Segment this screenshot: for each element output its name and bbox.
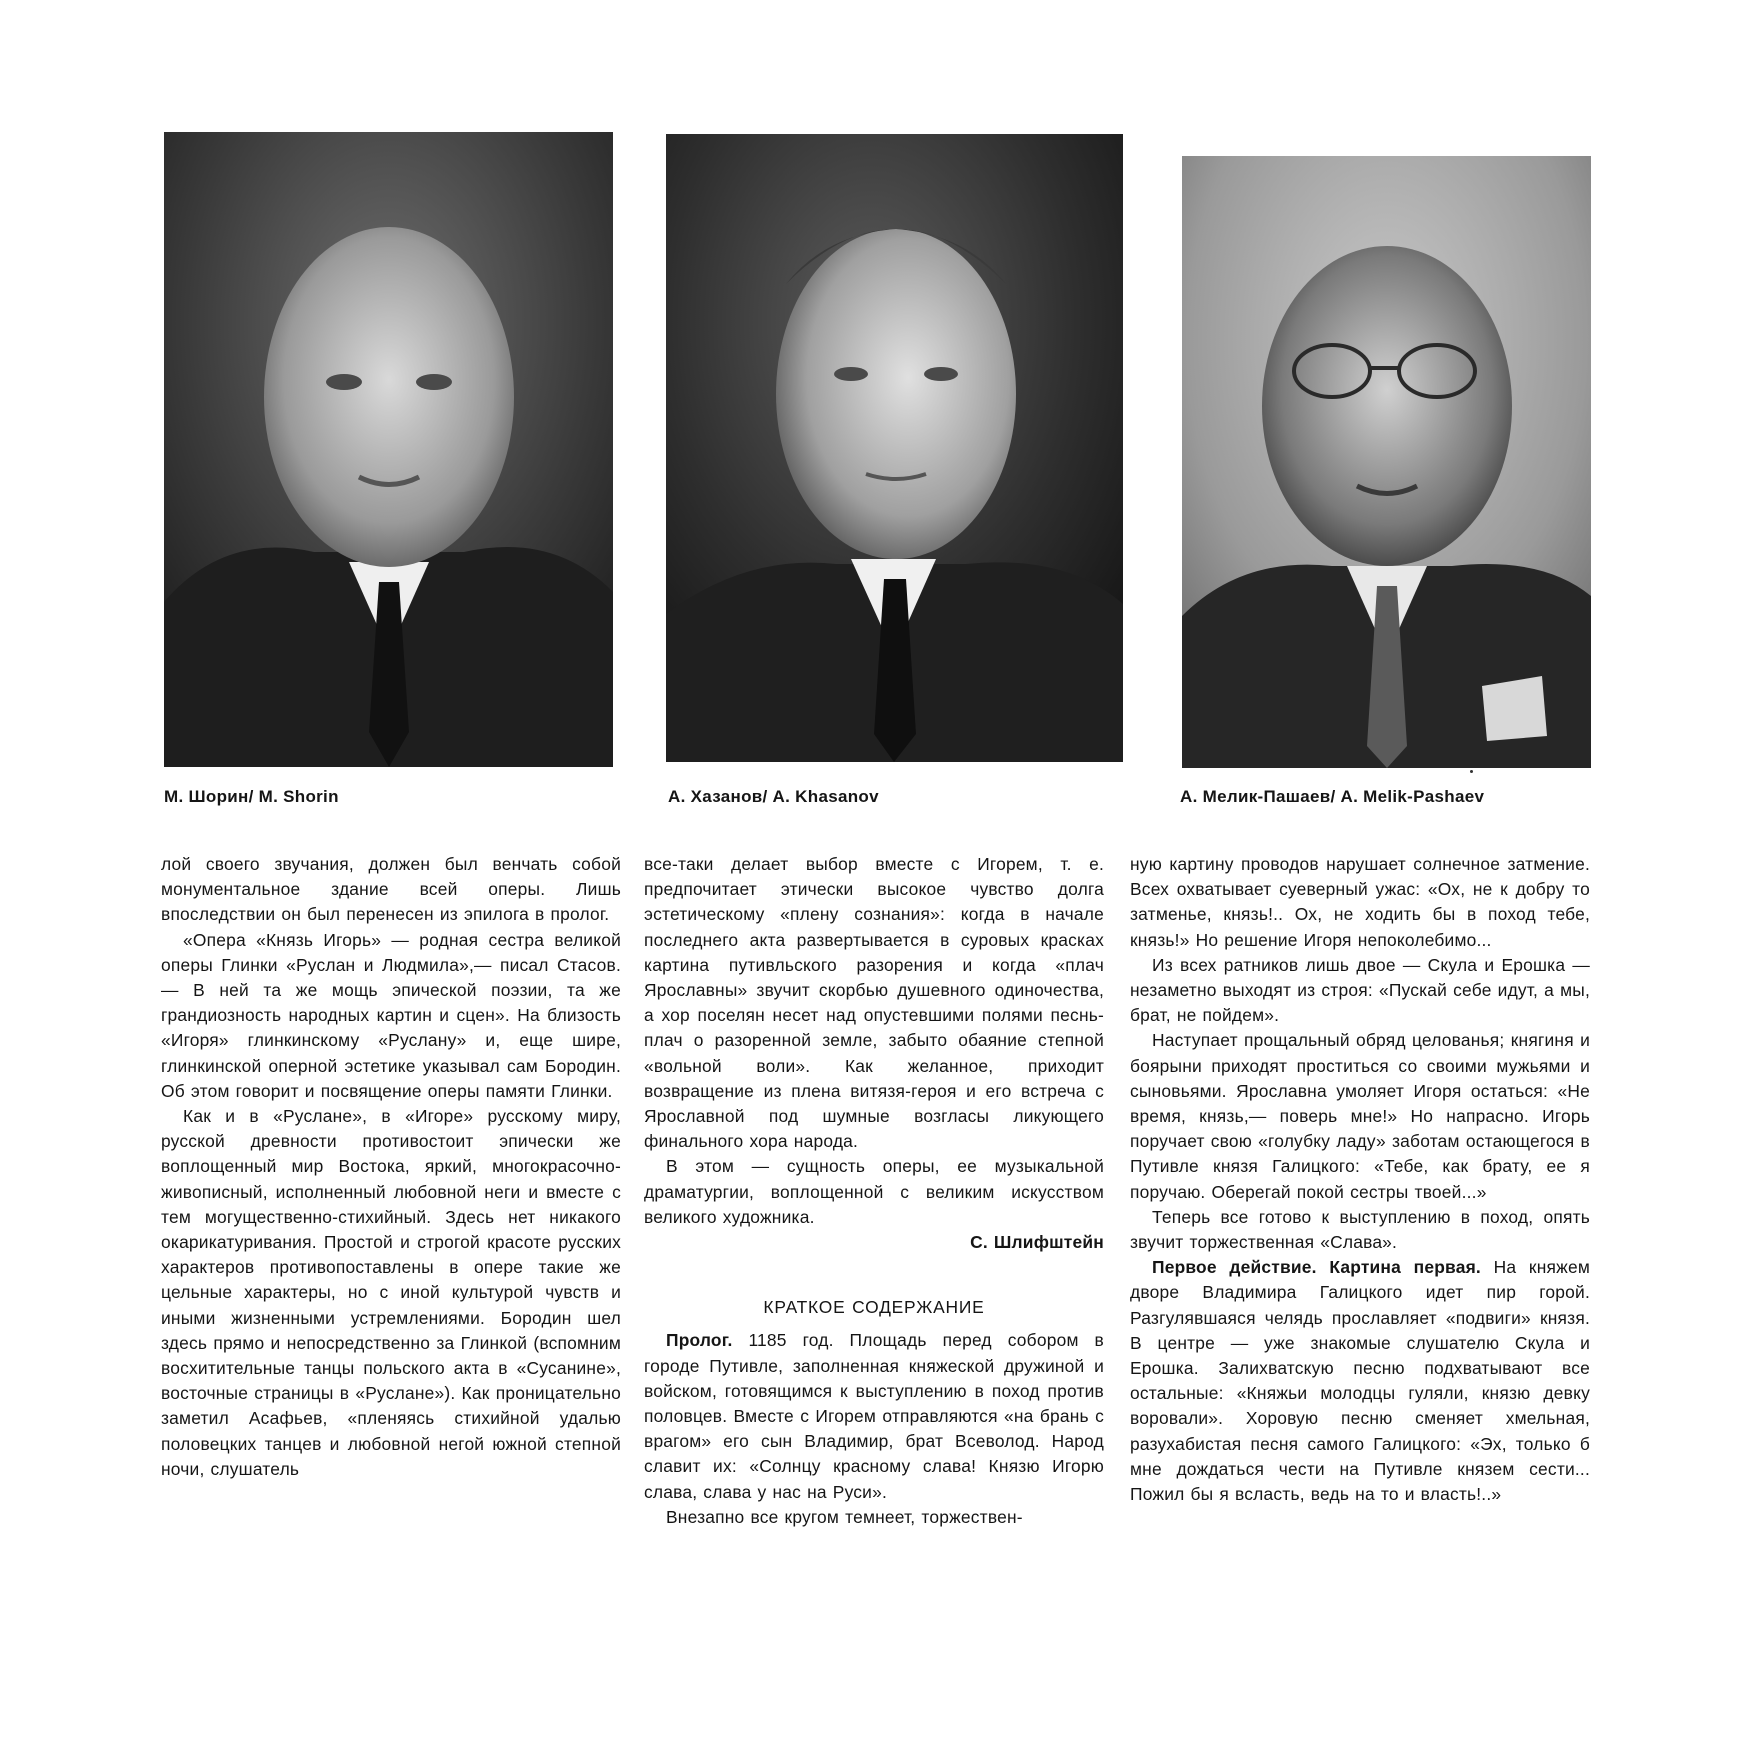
portrait-photo-khasanov	[666, 134, 1123, 762]
paragraph: Наступает прощальный обряд целованья; княгиня и боярыни приходят проститься со своими мужьями и сыновьями. Ярославна умоляет Игоря остаться: «Не время, князь,— поверь мне!» Но напрасно. Игорь поручает свою «голубку ладу» заботам остающегося в Путивле князя Галицкого: «Тебе, как брату, ее я поручаю. Оберегай покой сестры твоей...»	[1130, 1030, 1590, 1202]
act-label: Первое действие. Картина первая.	[1152, 1257, 1481, 1278]
caption-khasanov: А. Хазанов/ А. Khasanov	[668, 787, 879, 806]
paragraph: Как и в «Руслане», в «Игоре» русскому миру, русской древности противостоит эпически же воплощенный мир Востока, яркий, многокрасочно-живописный, исполненный любовной неги и вместе с тем могущественно-стихийный. Здесь нет никакого окарикатуривания. Простой и строгой красоте русских характеров противопоставлены в опере такие же цельные характеры, но с иной культурой чувств и иными жизненными устремлениями. Бородин шел здесь прямо и непосредственно за Глинкой (вспомним восхитительные танцы польского акта в «Сусанине», восточные страницы в «Руслане»). Как проницательно заметил Асафьев, «пленяясь стихийной удалью половецких танцев и любовной негой южной степной ночи, слушатель	[161, 1106, 621, 1479]
portrait-photo-shorin	[164, 132, 613, 767]
author-signature: С. Шлифштейн	[970, 1232, 1104, 1253]
paragraph: Из всех ратников лишь двое — Скула и Ерошка — незаметно выходят из строя: «Пускай себе идут, а мы, брат, не пойдем».	[1130, 954, 1590, 1026]
prolog-label: Пролог.	[666, 1330, 733, 1351]
paragraph: все-таки делает выбор вместе с Игорем, т. е. предпочитает этически высокое чувство долга эстетическому «плену сознания»: когда в начале последнего акта развертывается в суровых красках картина путивльского разорения и когда «плач Ярославны» звучит скорбью душевного одиночества, а хор поселян несет над опустевшими полями песнь-плач о разоренной земле, забыто обаяние степной «вольной воли». Как желанное, приходит возвращение из плена витязя-героя и его встреча с Ярославной под шумные возгласы ликующего финального хора народа.	[644, 854, 1104, 1152]
paragraph: В этом — сущность оперы, ее музыкальной драматургии, воплощенной с великим искусством великого художника.	[644, 1156, 1104, 1227]
paragraph: Теперь все готово к выступлению в поход, опять звучит торжественная «Слава».	[1130, 1206, 1590, 1253]
caption-melik-pashaev: А. Мелик-Пашаев/ А. Melik-Pashaev	[1180, 787, 1485, 806]
paragraph: лой своего звучания, должен был венчать собой монументальное здание всей оперы. Лишь впоследствии он был перенесен из эпилога в пролог.	[161, 854, 621, 925]
text-column-3	[1130, 852, 1590, 1507]
text-column-1	[161, 852, 621, 1482]
paragraph: «Опера «Князь Игорь» — родная сестра великой оперы Глинки «Руслан и Людмила»,— писал Стасов.— В ней та же мощь эпической поэзии, та же грандиозность народных картин и сцен». На близость «Игоря» глинкинскому «Руслану» и, еще шире, глинкинской оперной эстетике указывал сам Бородин. Об этом говорит и посвящение оперы памяти Глинки.	[161, 929, 621, 1101]
paragraph: Внезапно все кругом темнеет, торжествен-	[666, 1506, 1023, 1527]
paragraph: ную картину проводов нарушает солнечное затмение. Всех охватывает суеверный ужас: «Ох, не к добру то затменье, князь!.. Ох, не ходить бы в поход тебе, князь!» Но решение Игоря непоколебимо...	[1130, 854, 1590, 950]
printing-speck	[1470, 770, 1473, 773]
section-heading: КРАТКОЕ СОДЕРЖАНИЕ	[763, 1297, 985, 1318]
paragraph	[1130, 1255, 1590, 1507]
caption-shorin: М. Шорин/ М. Shorin	[164, 787, 339, 806]
text-column-2	[644, 852, 1104, 1530]
paragraph	[644, 1328, 1104, 1504]
paragraph-text: 1185 год. Площадь перед собором в городе Путивле, заполненная княжеской дружиной и войском, готовящимся к выступлению в поход против половцев. Вместе с Игорем отправляются «на брань с врагом» его сын Владимир, брат Всеволод. Народ славит их: «Солнцу красному слава! Князю Игорю слава, слава у нас на Руси».	[644, 1330, 1104, 1502]
paragraph-text: На княжем дворе Владимира Галицкого идет пир горой. Разгулявшаяся челядь прославляет «подвиги» князя. В центре — уже знакомые слушателю Скула и Ерошка. Залихватскую песню подхватывают все остальные: «Княжьи молодцы гуляли, князю девку воровали». Хоровую песню сменяет хмельная, разухабистая песня самого Галицкого: «Эх, только б мне дождаться чести на Путивле князем сести... Пожил бы я всласть, ведь на то и власть!..»	[1130, 1257, 1590, 1505]
portrait-photo-melik-pashaev	[1182, 156, 1591, 768]
